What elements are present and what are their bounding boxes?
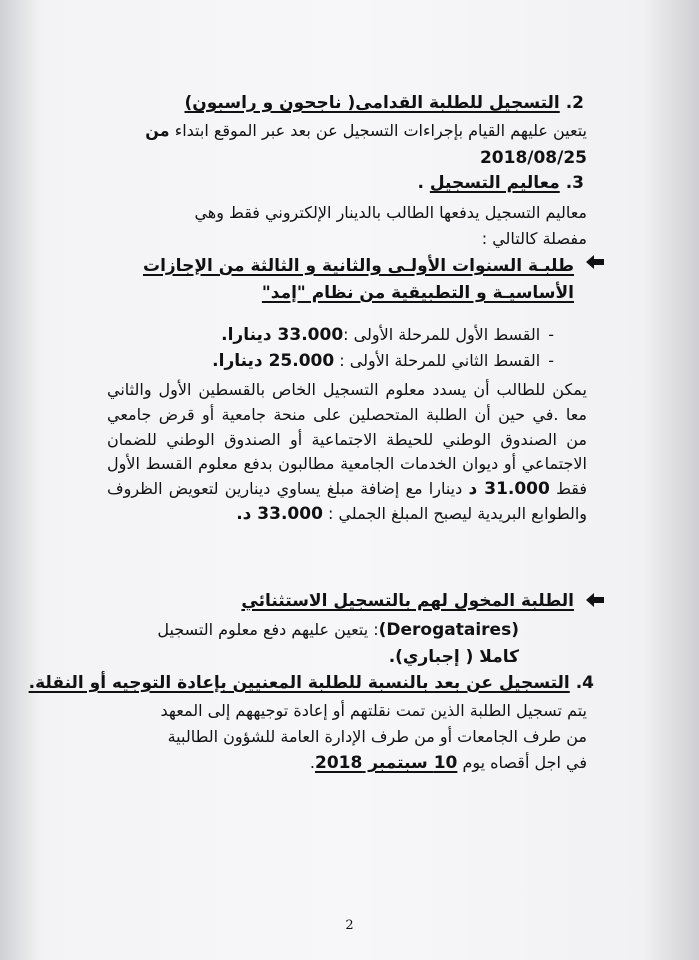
- scholarship-paragraph: [107, 378, 587, 527]
- left-arrow-icon: [584, 590, 606, 615]
- scholarship-amount-1: 31.000 د: [468, 479, 550, 500]
- section-3-body-line-2: مفصلة كالتالي :: [481, 229, 587, 248]
- installment-item: [95, 324, 554, 346]
- section-2-number: 2.: [565, 93, 584, 113]
- section-2-body-text: يتعين عليهم القيام بإجراءات التسجيل عن بعد عبر الموقع ابتداء: [174, 121, 587, 140]
- section-3-body-line-1: معاليم التسجيل يدفعها الطالب بالدينار الإلكتروني فقط وهي: [194, 203, 587, 222]
- section-3-number: 3.: [565, 173, 584, 193]
- lmd-subsection-line-1: [95, 255, 574, 277]
- section-4-body-line-3: [95, 752, 587, 774]
- section-4-end: .: [309, 753, 315, 772]
- installment-amount: 33.000 دينارا.: [221, 325, 344, 345]
- section-4-deadline-label: في اجل أقصاه يوم: [462, 753, 587, 772]
- scholarship-amount-2: 33.000 د.: [236, 503, 323, 524]
- section-4-title: التسجيل عن بعد بالنسبة للطلبة المعنيين بإعادة التوجيه أو النقلة.: [28, 673, 570, 693]
- installment-label: القسط الثاني للمرحلة الأولى :: [334, 351, 541, 370]
- installment-label: القسط الأول للمرحلة الأولى :: [343, 325, 541, 344]
- section-2-body-line-1: [95, 120, 587, 142]
- section-4-deadline-date: 10 سبتمبر 2018: [315, 753, 458, 773]
- section-2-heading: [95, 92, 584, 114]
- section-4-number: 4.: [575, 673, 594, 693]
- section-3-heading: [95, 172, 584, 194]
- derog-body-line-1: [95, 619, 519, 641]
- page-number: 2: [345, 918, 354, 933]
- section-4-body-line-1: يتم تسجيل الطلبة الذين تمت نقلتهم أو إعادة توجيههم إلى المعهد: [160, 701, 587, 720]
- lmd-subsection-title-2: الأساسيـة و التطبيقية من نظام "إمد": [261, 283, 574, 303]
- installment-bullet: -: [548, 351, 554, 370]
- section-4-heading: [28, 672, 594, 694]
- installment-amount: 25.000 دينارا.: [212, 351, 335, 371]
- section-2-title: التسجيل للطلبة القدامى( ناجحون و راسبون): [184, 93, 560, 113]
- section-2-date: 2018/08/25: [479, 148, 587, 168]
- lmd-subsection-line-2: [95, 282, 574, 304]
- scholarship-text-2: دينارا مع إضافة مبلغ يساوي دينارين لتعويض الظروف والطوابع البريدية ليصبح المبلغ الجملي :: [107, 479, 587, 523]
- lmd-subsection-title-1: طلبـة السنوات الأولـى والثانية و الثالثة من الإجازات: [142, 256, 574, 276]
- scholarship-text-1: يمكن للطالب أن يسدد معلوم التسجيل الخاص بالقسطين الأول والثاني معا .في حين أن الطلبة المتحصلين على منحة جامعية أو قرض جامعي من الصندوق الوطني للحيطة الاجتماعية أو الصندوق الوطني للضمان الاجتماعي أو ديوان الخدمات الجامعية مطالبون بدفع معلوم القسط الأول فقط: [107, 380, 587, 499]
- derog-subsection-title: الطلبة المخول لهم بالتسجيل الاستثنائي: [241, 591, 574, 611]
- derog-latin-term: (Derogataires): [378, 620, 519, 640]
- derog-body-line-2: كاملا ( إجباري).: [388, 647, 519, 667]
- section-3-title-end: .: [417, 173, 430, 193]
- left-arrow-icon: [584, 252, 606, 277]
- section-3-title: معاليم التسجيل: [429, 173, 560, 193]
- derog-subsection-heading: [95, 590, 574, 612]
- installment-bullet: -: [548, 325, 554, 344]
- derog-body-text: : يتعين عليهم دفع معلوم التسجيل: [157, 620, 379, 639]
- installment-item: [95, 350, 554, 372]
- section-2-from: من: [145, 121, 170, 140]
- section-4-body-line-2: من طرف الجامعات أو من طرف الإدارة العامة للشؤون الطالبية: [167, 727, 587, 746]
